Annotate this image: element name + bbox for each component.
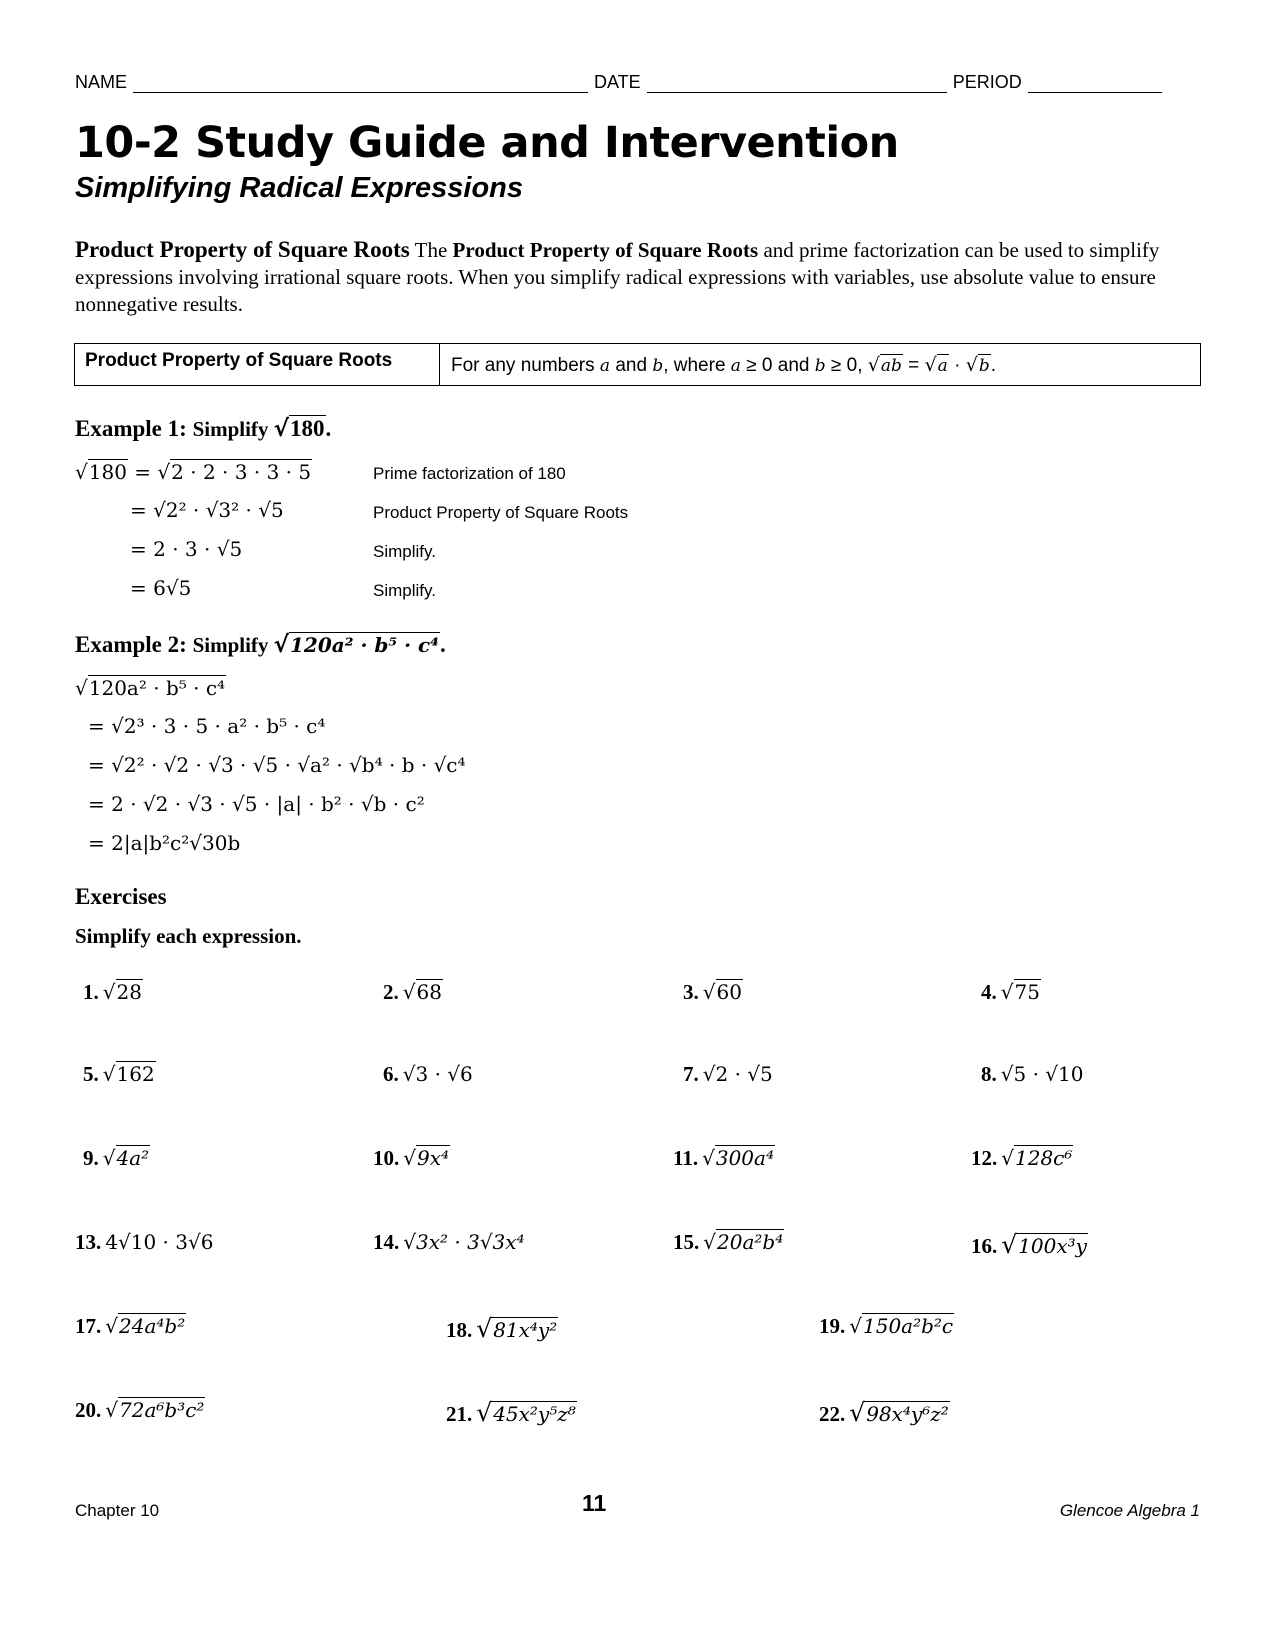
exercise-item[interactable]: 8. √5 · √10	[981, 1062, 1084, 1086]
period: .	[325, 416, 332, 441]
rule-text: .	[990, 355, 996, 376]
exercise-number: 22.	[819, 1402, 846, 1426]
exercise-number: 8.	[981, 1062, 997, 1086]
exercise-item[interactable]: 12. √128c⁶	[971, 1146, 1073, 1170]
radicand: a	[937, 356, 948, 376]
exercise-item[interactable]: 10. √9x⁴	[373, 1146, 450, 1170]
radicand: 150a²b²c	[863, 1314, 954, 1338]
property-name: Product Property of Square Roots	[75, 344, 440, 385]
example-label: Example 2:	[75, 632, 187, 657]
date-label: DATE	[594, 72, 641, 92]
var-a: a	[599, 356, 611, 376]
exercise-number: 3.	[683, 980, 699, 1004]
rule-text: , where	[663, 355, 731, 376]
var-b: b	[652, 356, 664, 376]
exercise-number: 2.	[383, 980, 399, 1004]
exercise-item[interactable]: 22. √98x⁴y⁶z²	[819, 1398, 949, 1427]
rule-text: =	[902, 355, 925, 376]
exercise-number: 17.	[75, 1314, 102, 1338]
page-subtitle: Simplifying Radical Expressions	[75, 172, 524, 204]
exercise-item[interactable]: 6. √3 · √6	[383, 1062, 473, 1086]
footer-chapter: Chapter 10	[75, 1501, 160, 1520]
example2-step-2: = √2³ · 3 · 5 · a² · b⁵ · c⁴	[88, 714, 326, 738]
exercise-number: 12.	[971, 1146, 998, 1170]
exercise-number: 21.	[446, 1402, 473, 1426]
radicand: 81x⁴y²	[493, 1318, 558, 1342]
radicand: 20a²b⁴	[717, 1230, 784, 1254]
radical-b: √b	[965, 354, 990, 376]
exercise-number: 9.	[83, 1146, 99, 1170]
example2-step-1: √120a² · b⁵ · c⁴	[75, 676, 226, 700]
radicand: 2 · √5	[715, 1062, 773, 1086]
exercise-item[interactable]: 7. √2 · √5	[683, 1062, 773, 1086]
example1-step-2: = √2² · √3² · √5	[130, 498, 284, 522]
exercise-item[interactable]: 15. √20a²b⁴	[673, 1230, 784, 1254]
radicand: 180	[290, 416, 325, 441]
example1-note-4: Simplify.	[373, 581, 436, 600]
exercise-item[interactable]: 4. √75	[981, 980, 1040, 1004]
exercise-item[interactable]: 20. √72a⁶b³c²	[75, 1398, 205, 1422]
exercise-number: 14.	[373, 1230, 400, 1254]
period: .	[439, 632, 446, 657]
exercise-number: 16.	[971, 1234, 998, 1258]
example2-step-5: = 2|a|b²c²√30b	[88, 831, 241, 855]
intro-lead: Product Property of Square Roots	[75, 237, 410, 262]
radicand: 3 · √6	[415, 1062, 473, 1086]
step-expr: 6√5	[153, 576, 192, 600]
radicand: 4a²	[116, 1146, 150, 1170]
exercise-number: 4.	[981, 980, 997, 1004]
example-instruction: Simplify	[192, 633, 274, 657]
example2-heading	[75, 632, 446, 658]
example1-note-2: Product Property of Square Roots	[373, 503, 629, 522]
student-info-line	[75, 72, 1195, 93]
radicand: 300a⁴	[715, 1146, 774, 1170]
property-box	[74, 343, 1201, 386]
radicand: 68	[416, 980, 442, 1004]
exercise-item[interactable]: 2. √68	[383, 980, 442, 1004]
page-title: 10-2 Study Guide and Intervention	[75, 118, 899, 168]
exercise-item[interactable]: 1. √28	[83, 980, 142, 1004]
rule-text: ·	[948, 355, 966, 376]
period-blank[interactable]	[1028, 76, 1162, 93]
exercise-item[interactable]: 5. √162	[83, 1062, 155, 1086]
exercise-number: 1.	[83, 980, 99, 1004]
exercise-number: 10.	[373, 1146, 400, 1170]
radicand: 98x⁴y⁶z²	[866, 1402, 949, 1426]
example1-step-1: √180 = √2 · 2 · 3 · 3 · 5	[75, 460, 312, 484]
intro-paragraph	[75, 236, 1200, 318]
example1-step-4: = 6√5	[130, 576, 192, 600]
footer-page-number: 11	[582, 1490, 607, 1516]
radicand: 45x²y⁵z⁸	[493, 1402, 576, 1426]
radicand: 100x³y	[1018, 1234, 1087, 1258]
example1-radical: √180	[273, 416, 325, 442]
var-b: b	[814, 356, 826, 376]
example1-step-3: = 2 · 3 · √5	[130, 537, 243, 561]
date-blank[interactable]	[647, 76, 947, 93]
radicand: 28	[116, 980, 142, 1004]
radicand: 180	[88, 460, 127, 484]
intro-text-1: The	[409, 238, 453, 262]
radicand: 72a⁶b³c²	[119, 1398, 205, 1422]
radicand: √3x² · 3√3x⁴	[403, 1230, 525, 1254]
step-expr: 2 · 3 · √5	[153, 537, 243, 561]
radicand: 75	[1014, 980, 1040, 1004]
exercise-item[interactable]	[373, 1230, 525, 1255]
rule-text: and	[610, 355, 653, 376]
rule-text: ≥ 0 and	[740, 355, 815, 376]
radicand: 4√10 · 3√6	[105, 1230, 214, 1254]
example2-step-4: = 2 · √2 · √3 · √5 · |a| · b² · √b · c²	[88, 792, 425, 816]
radicand: ab	[880, 356, 902, 376]
exercise-number: 19.	[819, 1314, 846, 1338]
radicand: b	[978, 356, 990, 376]
exercise-item[interactable]: 11. √300a⁴	[673, 1146, 774, 1170]
example1-note-1: Prime factorization of 180	[373, 464, 566, 483]
exercise-item[interactable]: 3. √60	[683, 980, 742, 1004]
exercise-item[interactable]: 16. √100x³y	[971, 1230, 1087, 1259]
exercise-item[interactable]: 9. √4a²	[83, 1146, 150, 1170]
radicand: 24a⁴b²	[119, 1314, 186, 1338]
example1-note-3: Simplify.	[373, 542, 436, 561]
example-label: Example 1:	[75, 416, 187, 441]
radicand: 5 · √10	[1013, 1062, 1084, 1086]
exercise-item[interactable]: 17. √24a⁴b²	[75, 1314, 186, 1338]
example2-radical: √120a² · b⁵ · c⁴	[273, 632, 439, 658]
intro-text-2: and prime factorization can be used to simplify expressions involving irrational square roots. When you simplify radical expressions with variables, use absolute value to ensure nonnegative results.	[75, 238, 1160, 316]
rule-text: For any numbers	[451, 355, 600, 376]
exercise-number: 6.	[383, 1062, 399, 1086]
exercise-number: 11.	[673, 1146, 699, 1170]
period-label: PERIOD	[952, 72, 1022, 92]
radicand: 162	[116, 1062, 155, 1086]
footer-book-title: Glencoe Algebra 1	[1059, 1501, 1200, 1520]
radicand: 120a² · b⁵ · c⁴	[290, 633, 439, 657]
example-instruction: Simplify	[192, 417, 274, 441]
var-a: a	[730, 356, 741, 376]
radical-a: √a	[924, 354, 948, 376]
exercise-number: 15.	[673, 1230, 700, 1254]
intro-bold-term: Product Property of Square Roots	[452, 238, 759, 262]
radicand: 128c⁶	[1015, 1146, 1073, 1170]
step-expr: 2² · √3² · √5	[165, 498, 284, 522]
radicand: 120a² · b⁵ · c⁴	[88, 676, 226, 700]
exercise-number: 18.	[446, 1318, 473, 1342]
exercises-heading: Exercises	[75, 884, 167, 909]
exercise-number: 20.	[75, 1398, 102, 1422]
exercise-number: 13.	[75, 1230, 102, 1254]
radicand: 2 · 2 · 3 · 3 · 5	[171, 460, 312, 484]
property-rule	[440, 344, 1200, 385]
radical-ab: √ab	[867, 354, 902, 376]
radicand: 60	[716, 980, 742, 1004]
exercises-instruction: Simplify each expression.	[75, 924, 302, 948]
exercise-number: 7.	[683, 1062, 699, 1086]
exercise-item[interactable]: 19. √150a²b²c	[819, 1314, 954, 1338]
name-label: NAME	[75, 72, 128, 92]
exercise-number: 5.	[83, 1062, 99, 1086]
rule-text: ≥ 0,	[825, 355, 868, 376]
exercise-item[interactable]: 18. √81x⁴y²	[446, 1314, 558, 1343]
example2-step-3: = √2² · √2 · √3 · √5 · √a² · √b⁴ · b · √c⁴	[88, 753, 466, 777]
radicand: 9x⁴	[417, 1146, 450, 1170]
exercise-item[interactable]	[75, 1230, 213, 1255]
exercise-item[interactable]: 21. √45x²y⁵z⁸	[446, 1398, 576, 1427]
example1-heading	[75, 416, 331, 442]
name-blank[interactable]	[133, 76, 588, 93]
